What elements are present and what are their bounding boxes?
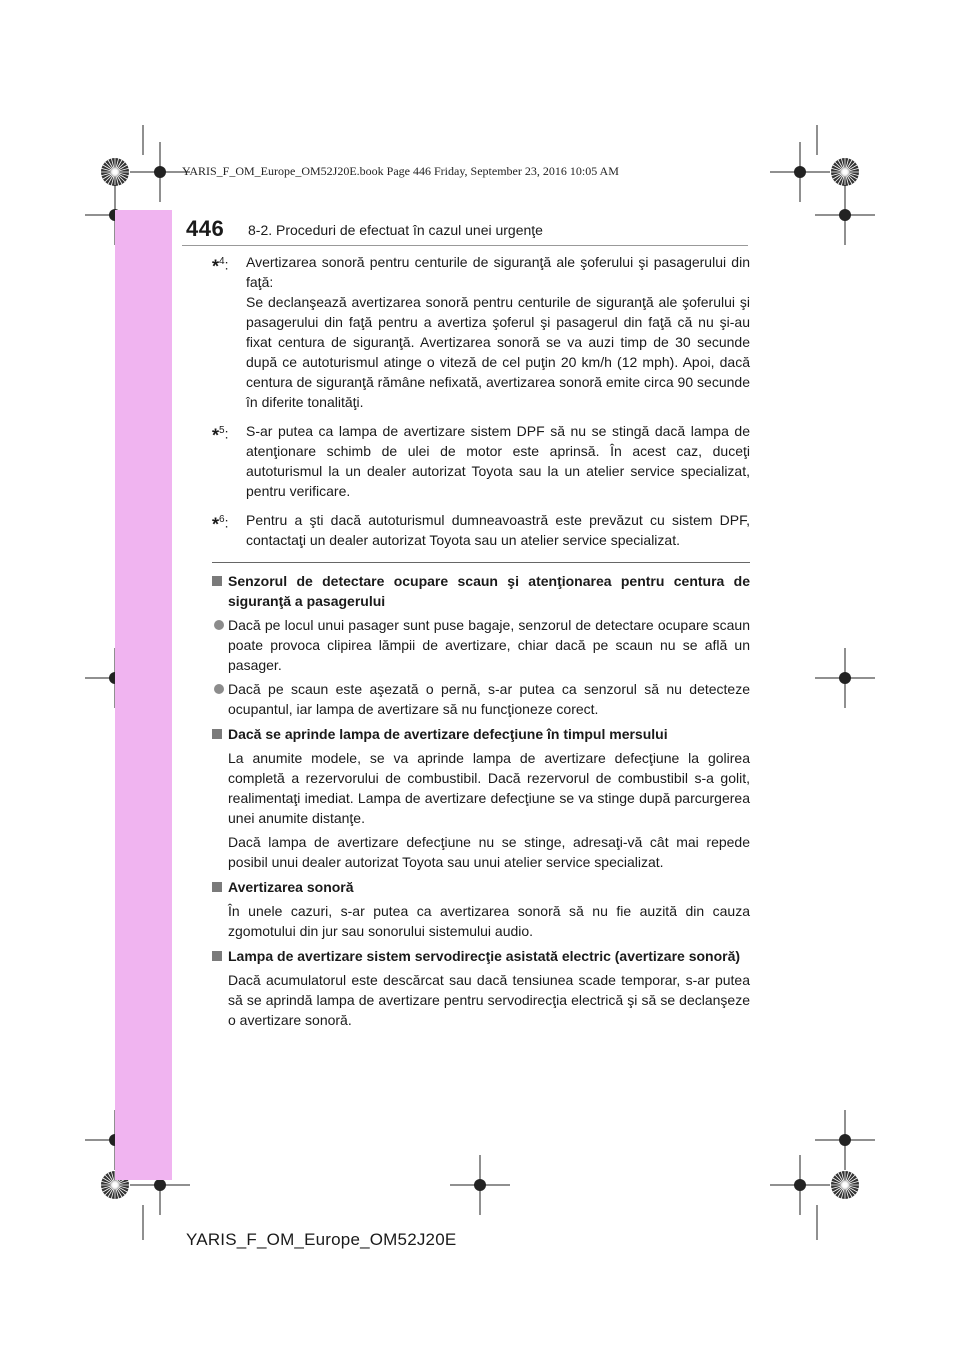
bullet-text: Dacă pe scaun este aşezată o pernă, s-ar putea ca senzorul să nu detecteze ocupantul, iar lampa de avertizare să nu funcţioneze corect. [228, 681, 750, 717]
section-title: 8-2. Proceduri de efectuat în cazul unei urgenţe [248, 222, 543, 238]
square-bullet-icon [212, 951, 222, 961]
registration-dot [794, 1179, 806, 1191]
bullet-text: Dacă pe locul unui pasager sunt puse bagaje, senzorul de detectare ocupare scaun poate provoca clipirea lămpii de avertizare, chiar dacă pe scaun nu se află un pasager. [228, 617, 750, 673]
registration-dot [794, 166, 806, 178]
footnote [212, 510, 750, 550]
footnote-marker: *$^5$: [212, 425, 229, 446]
section-paragraph: La anumite modele, se va aprinde lampa de avertizare defecţiune la golirea completă a rezervorului de combustibil. Dacă rezervorul de combustibil s-a golit, realimentaţi imediat. Lampa de avertizare defecţiune se va stinge după parcurgerea unei anumite distanţe. [228, 750, 750, 826]
bullet-item [212, 615, 750, 675]
circle-bullet-icon [214, 620, 224, 630]
section-heading-text: Senzorul de detectare ocupare scaun şi atenţionarea pentru centura de siguranţă a pasagerului [228, 573, 750, 609]
registration-dot [154, 1179, 166, 1191]
section-divider [212, 562, 750, 563]
square-bullet-icon [212, 729, 222, 739]
square-bullet-icon [212, 576, 222, 586]
section-paragraph: În unele cazuri, s-ar putea ca avertizarea sonoră să nu fie auzită din cauza zgomotului din jur sau sonorului sistemului audio. [228, 903, 750, 939]
section-heading [212, 877, 750, 897]
section-heading [212, 946, 750, 966]
footnote-text: Se declanşează avertizarea sonoră pentru centurile de siguranţă ale şoferului şi pasagerului din faţă pentru a avertiza şoferul şi pasagerul din faţă că nu şi-au fixat centura de siguranţă. Avertizarea sonoră se va auzi timp de 30 secunde după ce autoturismul atinge o viteză de cel puţin 20 km/h (12 mph). Apoi, dacă centura de siguranţă rămâne nefixată, avertizarea sonoră emite circa 90 secunde în diferite tonalităţi. [246, 294, 750, 410]
footer-doc-code: YARIS_F_OM_Europe_OM52J20E [186, 1230, 457, 1249]
square-bullet-icon [212, 882, 222, 892]
section-heading-text: Dacă se aprinde lampa de avertizare defecţiune în timpul mersului [228, 726, 668, 742]
footnote-marker: *$^4$: [212, 256, 229, 277]
footnote-text: S-ar putea ca lampa de avertizare sistem DPF să nu se stingă dacă lampa de atenţionare schimb de ulei de motor este aprinsă. În acest caz, duceţi autoturismul la un dealer autorizat Toyota sau la un atelier service specializat, pentru verificare. [246, 423, 750, 499]
footnote [212, 252, 750, 412]
page-number: 446 [186, 216, 225, 241]
section-tab-bar [115, 210, 172, 1180]
registration-dot [839, 672, 851, 684]
circle-bullet-icon [214, 684, 224, 694]
section-heading [212, 571, 750, 611]
footnote-text: Pentru a şti dacă autoturismul dumneavoastră este prevăzut cu sistem DPF, contactaţi un dealer autorizat Toyota sau un atelier service specializat. [246, 512, 750, 548]
section-heading-text: Lampa de avertizare sistem servodirecţie asistată electric (avertizare sonoră) [228, 948, 741, 964]
section-heading-text: Avertizarea sonoră [228, 879, 354, 895]
registration-dot [839, 1134, 851, 1146]
page-content [212, 252, 750, 1030]
footnotes [212, 252, 750, 550]
footnote-text: Avertizarea sonoră pentru centurile de siguranţă ale şoferului şi pasagerului din faţă: [246, 254, 750, 290]
footnote [212, 421, 750, 501]
bullet-item [212, 679, 750, 719]
registration-dot [154, 166, 166, 178]
registration-dot [839, 209, 851, 221]
section-paragraph: Dacă lampa de avertizare defecţiune nu se stinge, adresaţi-vă cât mai repede posibil unui dealer autorizat Toyota sau unui atelier service specializat. [228, 834, 750, 870]
print-file-info: YARIS_F_OM_Europe_OM52J20E.book Page 446 Friday, September 23, 2016 10:05 AM [182, 164, 619, 178]
info-sections [212, 571, 750, 1030]
section-paragraph: Dacă acumulatorul este descărcat sau dacă tensiunea scade temporar, s-ar putea să se aprindă lampa de avertizare pentru servodirecţia electrică şi să se declanşeze o avertizare sonoră. [228, 972, 750, 1028]
registration-dot [474, 1179, 486, 1191]
footnote-marker: *$^6$: [212, 514, 229, 535]
section-heading [212, 724, 750, 744]
header-rule [182, 245, 748, 246]
